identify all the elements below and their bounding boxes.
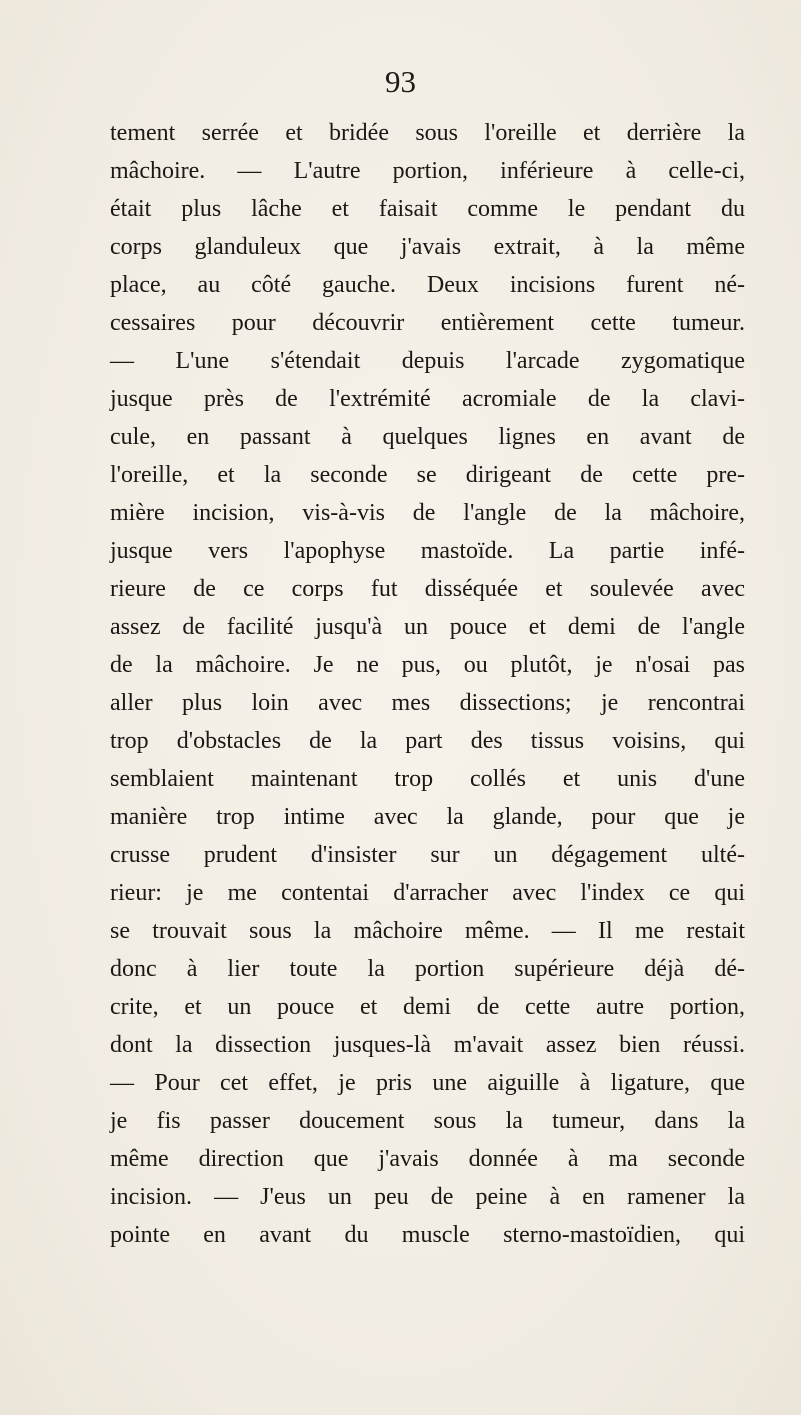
text-line: rieur: je me contentai d'arracher avec l'index ce qui	[110, 880, 745, 906]
text-line: place, au côté gauche. Deux incisions furent né-	[110, 272, 745, 298]
text-line: mâchoire. — L'autre portion, inférieure à celle-ci,	[110, 158, 745, 184]
text-line: donc à lier toute la portion supérieure déjà dé-	[110, 956, 745, 982]
text-line: manière trop intime avec la glande, pour que je	[110, 804, 745, 830]
text-line: jusque près de l'extrémité acromiale de la clavi-	[110, 386, 745, 412]
text-line: pointe en avant du muscle sterno-mastoïdien, qui	[110, 1222, 745, 1248]
text-line: crite, et un pouce et demi de cette autre portion,	[110, 994, 745, 1020]
text-line: même direction que j'avais donnée à ma seconde	[110, 1146, 745, 1172]
text-line: mière incision, vis-à-vis de l'angle de la mâchoire,	[110, 500, 745, 526]
text-line: trop d'obstacles de la part des tissus voisins, qui	[110, 728, 745, 754]
text-line: jusque vers l'apophyse mastoïde. La partie infé-	[110, 538, 745, 564]
text-line: — Pour cet effet, je pris une aiguille à ligature, que	[110, 1070, 745, 1096]
text-line: incision. — J'eus un peu de peine à en ramener la	[110, 1184, 745, 1210]
text-line: corps glanduleux que j'avais extrait, à la même	[110, 234, 745, 260]
page-number: 93	[385, 64, 416, 99]
text-line: rieure de ce corps fut disséquée et soulevée avec	[110, 576, 745, 602]
text-line: de la mâchoire. Je ne pus, ou plutôt, je n'osai pas	[110, 652, 745, 678]
text-line: crusse prudent d'insister sur un dégagement ulté-	[110, 842, 745, 868]
text-line: semblaient maintenant trop collés et unis d'une	[110, 766, 745, 792]
text-line: je fis passer doucement sous la tumeur, dans la	[110, 1108, 745, 1134]
text-line: cessaires pour découvrir entièrement cette tumeur.	[110, 310, 745, 336]
body-text	[110, 114, 745, 1254]
text-line: était plus lâche et faisait comme le pendant du	[110, 196, 745, 222]
text-line: dont la dissection jusques-là m'avait assez bien réussi.	[110, 1032, 745, 1058]
text-line: cule, en passant à quelques lignes en avant de	[110, 424, 745, 450]
text-line: l'oreille, et la seconde se dirigeant de cette pre-	[110, 462, 745, 488]
text-line: — L'une s'étendait depuis l'arcade zygomatique	[110, 348, 745, 374]
text-line: assez de facilité jusqu'à un pouce et demi de l'angle	[110, 614, 745, 640]
text-line: se trouvait sous la mâchoire même. — Il me restait	[110, 918, 745, 944]
text-line: tement serrée et bridée sous l'oreille et derrière la	[110, 120, 745, 146]
text-line: aller plus loin avec mes dissections; je rencontrai	[110, 690, 745, 716]
